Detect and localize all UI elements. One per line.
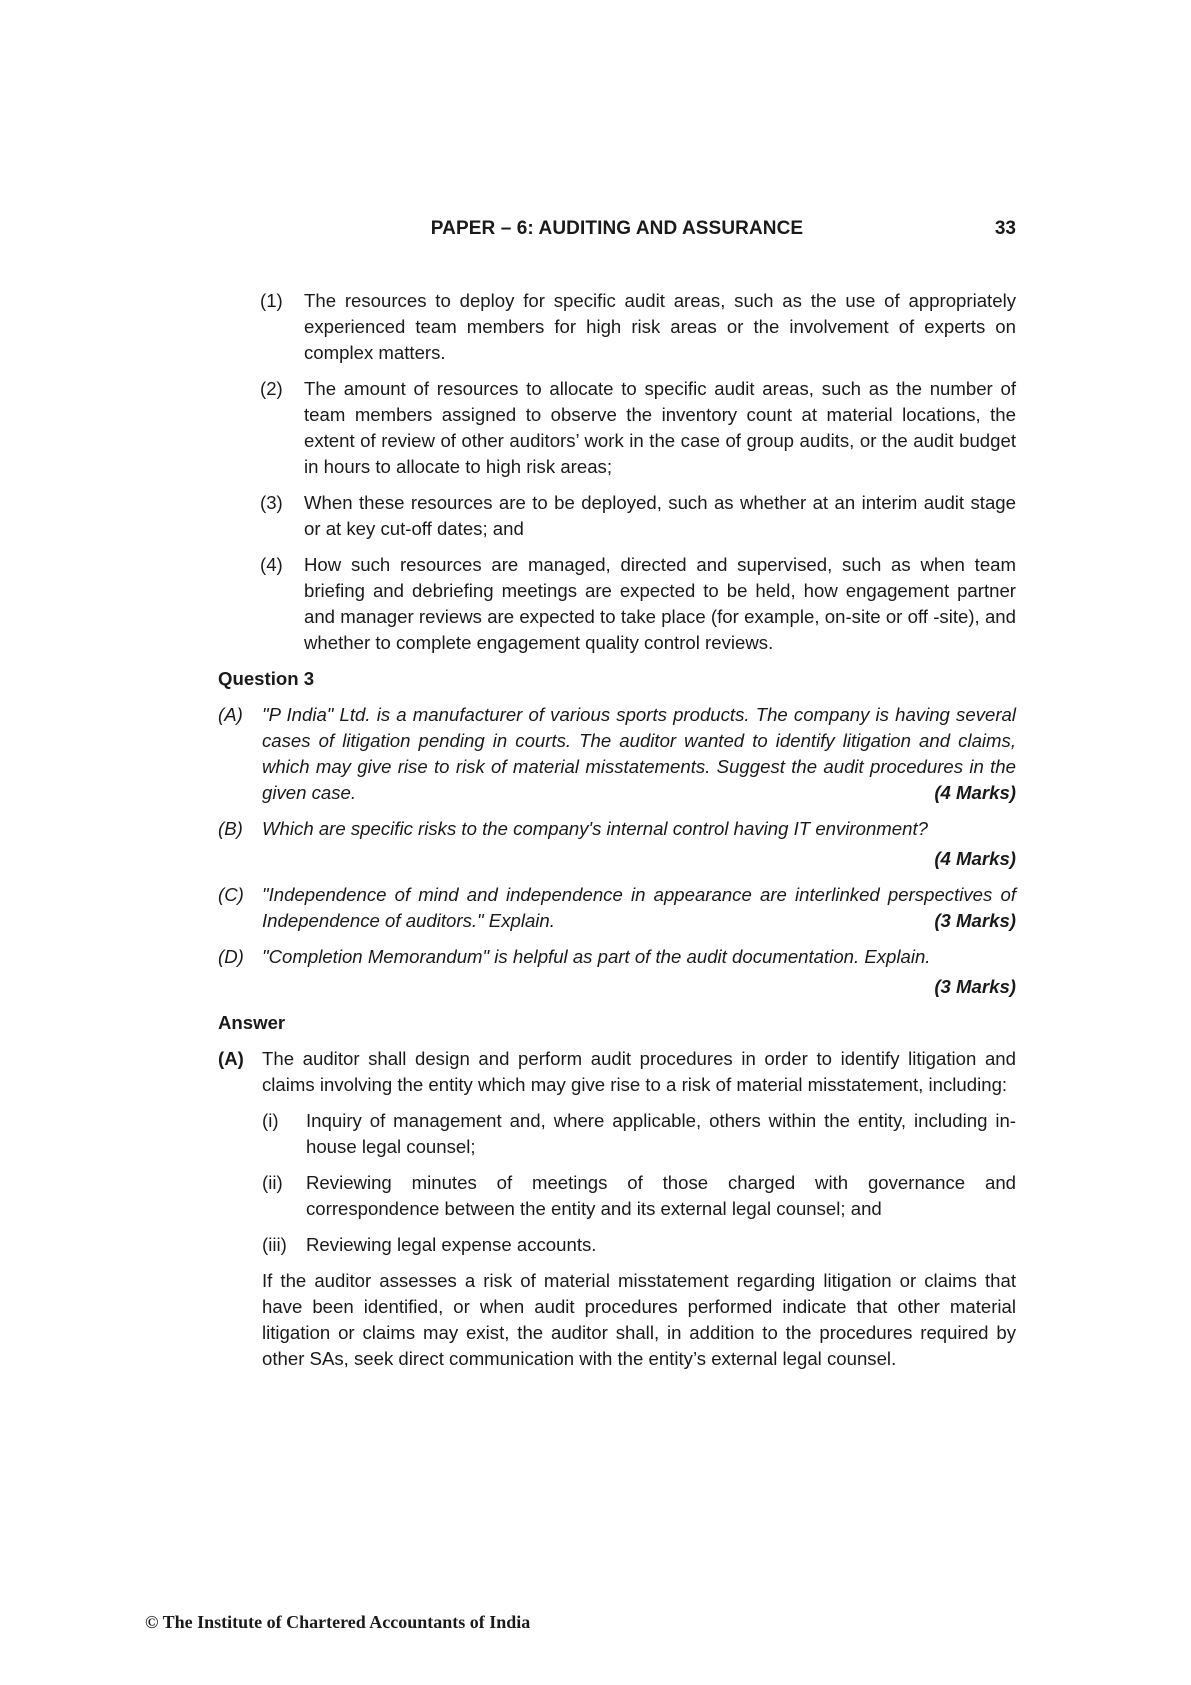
item-text: Reviewing minutes of meetings of those charged with governance and correspondence between the entity and its external legal counsel; and xyxy=(306,1172,1016,1219)
item-text: Reviewing legal expense accounts. xyxy=(306,1234,597,1255)
part-body xyxy=(262,882,1016,934)
item-text: When these resources are to be deployed, such as whether at an interim audit stage or at key cut-off dates; and xyxy=(304,492,1016,539)
item-text: The resources to deploy for specific audit areas, such as the use of appropriately experienced team members for high risk areas or the involvement of experts on complex matters. xyxy=(304,290,1016,363)
item-number: (4) xyxy=(260,554,283,575)
list-item xyxy=(218,288,1016,366)
part-label: (D) xyxy=(218,946,244,967)
list-item xyxy=(218,552,1016,656)
paper-title: PAPER – 6: AUDITING AND ASSURANCE xyxy=(430,218,804,239)
item-number: (3) xyxy=(260,492,283,513)
question-part-c xyxy=(218,882,1016,934)
item-number: (iii) xyxy=(262,1234,287,1255)
resource-list xyxy=(218,288,1016,656)
copyright-footer: © The Institute of Chartered Accountants of India xyxy=(145,1612,531,1632)
part-text: "P India" Ltd. is a manufacturer of various sports products. The company is having several cases of litigation pending in courts. The auditor wanted to identify litigation and claims, which may give rise to risk of material misstatements. Suggest the audit procedures in the given case. xyxy=(262,704,1016,803)
item-number: (2) xyxy=(260,378,283,399)
page-number: 33 xyxy=(994,218,1016,239)
part-text: "Independence of mind and independence in appearance are interlinked perspectives of Independence of auditors." Explain. xyxy=(262,884,1016,931)
part-body xyxy=(262,702,1016,806)
list-item xyxy=(218,490,1016,542)
item-number: (i) xyxy=(262,1110,279,1131)
item-number: (ii) xyxy=(262,1172,283,1193)
answer-intro: The auditor shall design and perform audit procedures in order to identify litigation and claims involving the entity which may give rise to a risk of material misstatement, including: xyxy=(262,1048,1016,1095)
answer-closing xyxy=(218,1268,1016,1372)
page-content xyxy=(218,288,1016,1382)
list-item xyxy=(218,376,1016,480)
question-part-d xyxy=(218,944,1016,970)
list-item xyxy=(218,1108,1016,1160)
item-text: How such resources are managed, directed and supervised, such as when team briefing and debriefing meetings are expected to be held, how engagement partner and manager reviews are expected to take place (for example, on-site or off -site), and whether to complete engagement quality control reviews. xyxy=(304,554,1016,653)
list-item xyxy=(218,1170,1016,1222)
part-text: Which are specific risks to the company's internal control having IT environment? xyxy=(262,818,928,839)
marks-label: (3 Marks) xyxy=(934,976,1016,997)
marks-label: (4 Marks) xyxy=(934,848,1016,869)
part-label: (B) xyxy=(218,818,243,839)
page-header xyxy=(218,218,1016,244)
item-text: The amount of resources to allocate to specific audit areas, such as the number of team members assigned to observe the inventory count at material locations, the extent of review of other auditors’ work in the case of group audits, or the audit budget in hours to allocate to high risk areas; xyxy=(304,378,1016,477)
answer-a xyxy=(218,1046,1016,1098)
question-part-a xyxy=(218,702,1016,806)
marks-label: (3 Marks) xyxy=(934,910,1016,931)
answer-label: (A) xyxy=(218,1048,244,1069)
question-heading: Question 3 xyxy=(218,668,315,689)
list-item xyxy=(218,1232,1016,1258)
part-label: (A) xyxy=(218,704,243,725)
item-text: Inquiry of management and, where applicable, others within the entity, including in-house legal counsel; xyxy=(306,1110,1016,1157)
item-number: (1) xyxy=(260,290,283,311)
part-label: (C) xyxy=(218,884,244,905)
marks-label: (4 Marks) xyxy=(934,782,1016,803)
closing-text: If the auditor assesses a risk of material misstatement regarding litigation or claims that have been identified, or when audit procedures performed indicate that other material litigation or claims may exist, the auditor shall, in addition to the procedures required by other SAs, seek direct communication with the entity’s external legal counsel. xyxy=(262,1270,1016,1369)
part-text: "Completion Memorandum" is helpful as part of the audit documentation. Explain. xyxy=(262,946,931,967)
question-part-b xyxy=(218,816,1016,842)
answer-heading: Answer xyxy=(218,1012,286,1033)
